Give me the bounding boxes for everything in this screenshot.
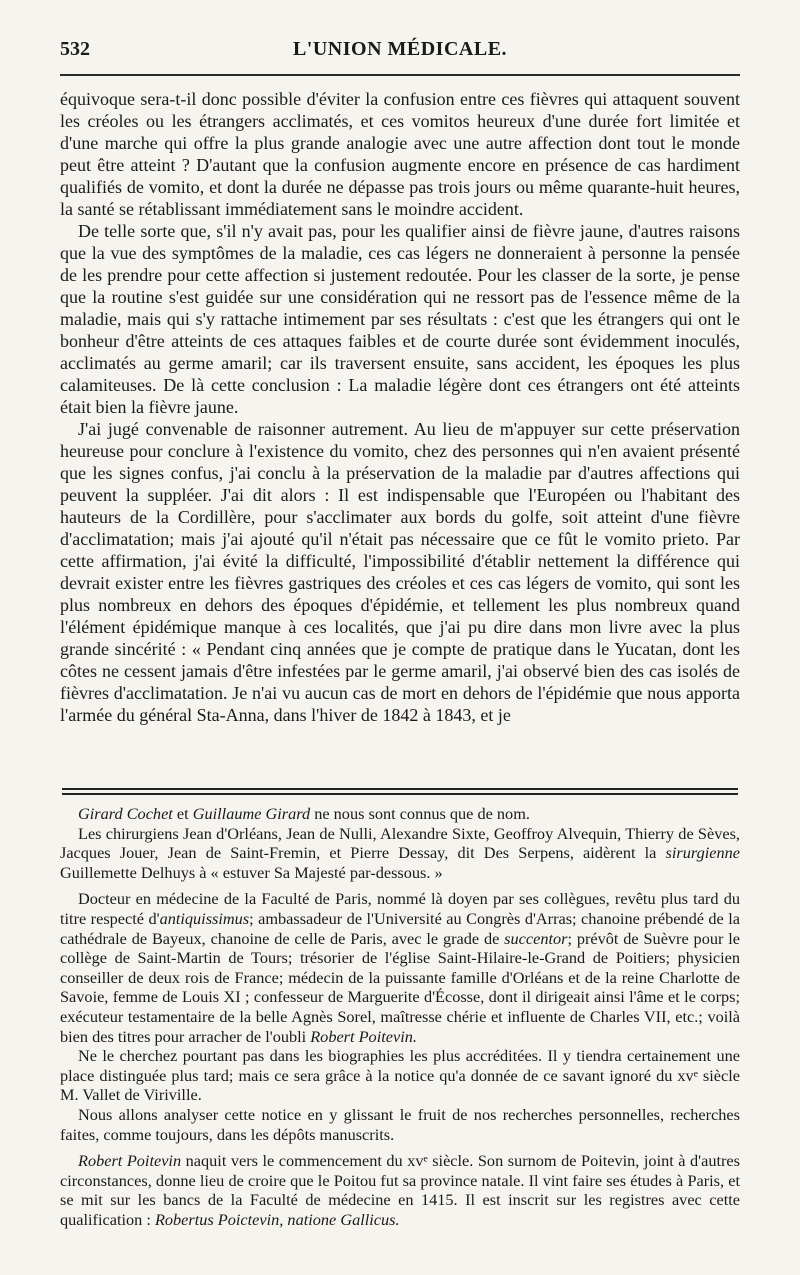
header-rule bbox=[60, 74, 740, 76]
footnote-1-and: et bbox=[172, 804, 193, 823]
footnote-1-name-1: Girard Cochet bbox=[78, 804, 173, 823]
paragraph-1: équivoque sera-t-il donc possible d'éviter la confusion entre ces fièvres qui attaquent souvent les créoles ou les étrangers acclimatés, et ces vomitos heureux d'une durée fort limitée et d'une marche qui offre la plus grande analogie avec une autre affection dont tout le monde peut être atteint ? D'autant que la confusion augmente encore en présence de cas hardiment qualifiés de vomito, et dont la durée ne dépasse pas trois jours ou même quarante-huit heures, la santé se rétablissant immédiatement sans le moindre accident. bbox=[60, 89, 740, 219]
footnote-3-text-b: ; ambassadeur de l'Université au Congrès d'Arras; chanoine prébendé de la cathédrale de Bayeux, chanoine de celle de Paris, avec le grade de bbox=[60, 908, 740, 948]
footnote-6 bbox=[60, 1151, 740, 1229]
footnote-3-text-c: ; prévôt de Suèvre pour le collège de Saint-Martin de Tours; trésorier de l'église Saint-Hilaire-le-Grand de Poitiers; physicien conseiller de deux rois de France; médecin de la puissante famille d'Orléans et de la reine Charlotte de Savoie, femme de Louis XI ; confesseur de Marguerite d'Écosse, dont il dirigeait ainsi l'âme et le corps; exécuteur testamentaire de la belle Agnès Sorel, maîtresse chérie et influente de Charles VII, etc.; voilà bien des titres pour arracher de l'oubli bbox=[60, 928, 740, 1046]
footnote-3-italic-3: Robert Poitevin. bbox=[310, 1026, 417, 1046]
page-number: 532 bbox=[60, 38, 90, 60]
footnote-1-name-2: Guillaume Girard bbox=[192, 804, 311, 823]
footnote-3 bbox=[60, 889, 740, 1046]
paragraph-2: De telle sorte que, s'il n'y avait pas, pour les qualifier ainsi de fièvre jaune, d'autres raisons que la vue des symptômes de la maladie, ces cas légers ne donneraient à personne la pensée de les prendre pour cette affection si justement redoutée. Pour les classer de la sorte, je pense que la routine s'est guidée sur une considération qui ne ressort pas de l'essence même de la maladie, mais qui s'y rattache intimement par ses résultats : c'est que les étrangers qui ont le bonheur d'être atteints de ces attaques faibles et de courte durée sont évidemment inoculés, acclimatés au germe amaril; car ils traversent ensuite, sans accident, les époques les plus calamiteuses. De là cette conclusion : La maladie légère dont ces étrangers ont été atteints était bien la fièvre jaune. bbox=[60, 221, 740, 417]
footnote-2-text-start: Les chirurgiens Jean d'Orléans, Jean de Nulli, Alexandre Sixte, Geoffroy Alvequin, Thierry de Sèves, Jacques Jouer, Jean de Saint-Fremin, et Pierre Dessay, dit Des Serpens, aidèrent la bbox=[60, 823, 740, 863]
footnote-1 bbox=[60, 804, 740, 824]
footnote-3-italic-1: antiquissimus bbox=[159, 908, 250, 928]
footnote-3-text-a: Docteur en médecine de la Faculté de Paris, nommé là doyen par ses collègues, revêtu plus tard du titre respecté d' bbox=[60, 889, 740, 928]
footnotes bbox=[60, 804, 740, 1229]
footnote-3-italic-2: succentor bbox=[504, 928, 568, 948]
footnote-2 bbox=[60, 824, 740, 883]
footnote-separator bbox=[62, 788, 738, 795]
footnote-2-italic: sirurgienne bbox=[665, 843, 740, 863]
paragraph-3: J'ai jugé convenable de raisonner autrement. Au lieu de m'appuyer sur cette préservation heureuse pour conclure à l'existence du vomito, chez des personnes qui n'en avaient présenté que les signes confus, j'ai conclu à la préservation de la maladie par d'autres affections qui peuvent la suppléer. J'ai dit alors : Il est indispensable que l'Européen ou l'habitant des hauteurs de la Cordillère, pour s'acclimater aux bords du golfe, soit atteint d'une fièvre d'acclimatation; mais j'ai ajouté qu'il n'était pas nécessaire que ce fût le vomito prieto. Par cette affirmation, j'ai évité la difficulté, l'impossibilité d'établir nettement la différence qui devrait exister entre les fièvres gastriques des créoles et ces cas légers de vomito, qui sont les plus nombreux en dehors des époques d'épidémie, et tellement les plus nombreux quand l'élément épidémique manque à ces localités, que j'ai pu dire dans mon livre avec la plus grande sincérité : « Pendant cinq années que je compte de pratique dans le Yucatan, dont les côtes ne cessent jamais d'être infestées par le germe amaril, j'ai observé bien des cas isolés de fièvres d'acclimatation. Je n'ai vu aucun cas de mort en dehors de l'épidémie que nous apporta l'armée du général Sta-Anna, dans l'hiver de 1842 à 1843, et je bbox=[60, 419, 740, 725]
footnote-2-text-end: Guillemette Delhuys à « estuver Sa Majesté par-dessous. » bbox=[60, 862, 443, 882]
footnote-4: Ne le cherchez pourtant pas dans les biographies les plus accréditées. Il y tiendra certainement une place distinguée plus tard; mais ce sera grâce à la notice qu'a donnée de ce savant ignoré du xvᵉ siècle M. Vallet de Viriville. bbox=[60, 1046, 740, 1105]
running-title: L'UNION MÉDICALE. bbox=[292, 38, 508, 60]
footnote-6-text: naquit vers le commencement du xvᵉ siècle. Son surnom de Poitevin, joint à d'autres circonstances, donne lieu de croire que le Poitou fut sa province natale. Il vint faire ses études à Paris, et se mit sur les bancs de la Faculté de médecine en 1415. Il est inscrit sur les registres avec cette qualification : bbox=[60, 1151, 740, 1229]
footnote-1-text: ne nous sont connus que de nom. bbox=[310, 804, 530, 823]
footnote-6-italic-2: Robertus Poictevin, natione Gallicus. bbox=[154, 1209, 400, 1229]
main-text bbox=[60, 88, 740, 726]
footnote-6-italic-1: Robert Poitevin bbox=[78, 1151, 182, 1171]
footnote-5: Nous allons analyser cette notice en y glissant le fruit de nos recherches personnelles, recherches faites, comme toujours, dans les dépôts manuscrits. bbox=[60, 1104, 740, 1144]
page-header bbox=[60, 38, 740, 68]
